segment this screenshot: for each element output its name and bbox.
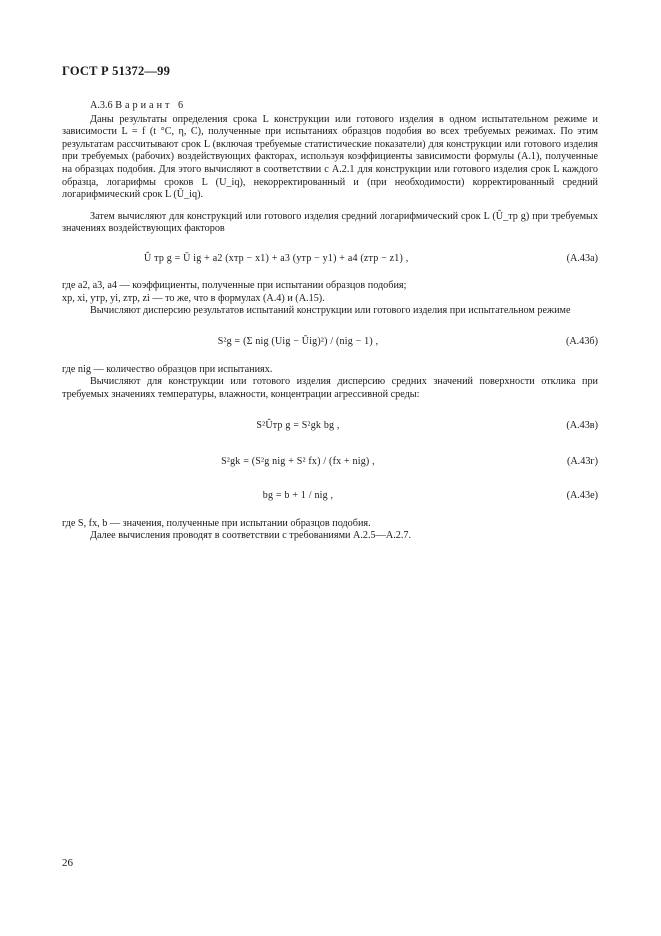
- paragraph-given-results: Даны результаты определения срока L конструкции или готового изделия в одном испытательном режиме и зависимости L = f (t °С, η, C), полученные при испытаниях образцов подобия во всех требуемых режимах. По этим результатам рассчитывают срок L (включая требуемые статистические показатели) для конструкции или готового изделия при требуемых (рабочих) воздействующих факторах, используя коэффициенты зависимости формулы (А.1), полученные на образцах подобия. Для этого вычисляют в соответствии с А.2.1 для конструкции или готового изделия срок L каждого образца, логарифмы сроков L (U_iq), некорректированный и (при необходимости) корректированный средний логарифмический срок L (Ū_iq).: [62, 113, 598, 201]
- paragraph-sample-count: где nig — количество образцов при испытаниях.: [62, 363, 273, 375]
- paragraph-values-source: где S, fx, b — значения, полученные при испытании образцов подобия.: [62, 517, 371, 529]
- formula-a43g: [62, 454, 598, 472]
- page-number: 26: [62, 857, 73, 869]
- formula-expression: bg = b + 1 / nig ,: [262, 490, 334, 502]
- paragraph-variance: Вычисляют дисперсию результатов испытаний конструкции или готового изделия при испытательном режиме: [90, 305, 571, 317]
- formula-a43a: [62, 250, 598, 268]
- formula-expression: Û тр g = Ū ig + a2 (xтр − x1) + a3 (yтр − y1) + a4 (zтр − z1) ,: [144, 252, 409, 264]
- formula-a43e: [62, 488, 598, 506]
- formula-expression: S²Ûтр g = S²gk bg ,: [256, 420, 340, 432]
- formula-number: (А.43г): [566, 456, 598, 468]
- section-heading: [62, 100, 598, 113]
- document-body: [62, 100, 598, 543]
- paragraph-response-variance: Вычисляют для конструкции или готового изделия дисперсию средних значений поверхности отклика при требуемых значениях температуры, влажности, концентрации агрессивной среды:: [62, 376, 598, 400]
- formula-a43b: [62, 334, 598, 352]
- section-number: А.3.6: [90, 100, 113, 111]
- paragraph-coefficients: где a2, a3, a4 — коэффициенты, полученные при испытании образцов подобия;: [62, 279, 407, 291]
- formula-expression: S²gk = (S²g nig + S² fx) / (fx + nig) ,: [221, 456, 375, 468]
- formula-number: (А.43б): [565, 336, 598, 348]
- formula-number: (А.43а): [566, 252, 598, 264]
- formula-number: (А.43е): [566, 490, 598, 502]
- formula-a43v: [62, 418, 598, 436]
- section-title: Вариант 6: [115, 100, 187, 111]
- formula-expression: S²g = (Σ nig (Uig − Ūig)²) / (nig − 1) ,: [217, 336, 379, 348]
- formula-number: (А.43в): [566, 420, 598, 432]
- paragraph-further-calculations: Далее вычисления проводят в соответствии с требованиями А.2.5—А.2.7.: [90, 530, 412, 542]
- document-header: ГОСТ Р 51372—99: [62, 64, 171, 78]
- paragraph-mean-log-term: Затем вычисляют для конструкций или готового изделия средний логарифмический срок L (Û_тр g) при требуемых значениях воздействующих факторов: [62, 210, 598, 235]
- paragraph-variables: xp, xi, yтр, yi, zтр, zi — то же, что в формулах (А.4) и (А.15).: [62, 292, 325, 304]
